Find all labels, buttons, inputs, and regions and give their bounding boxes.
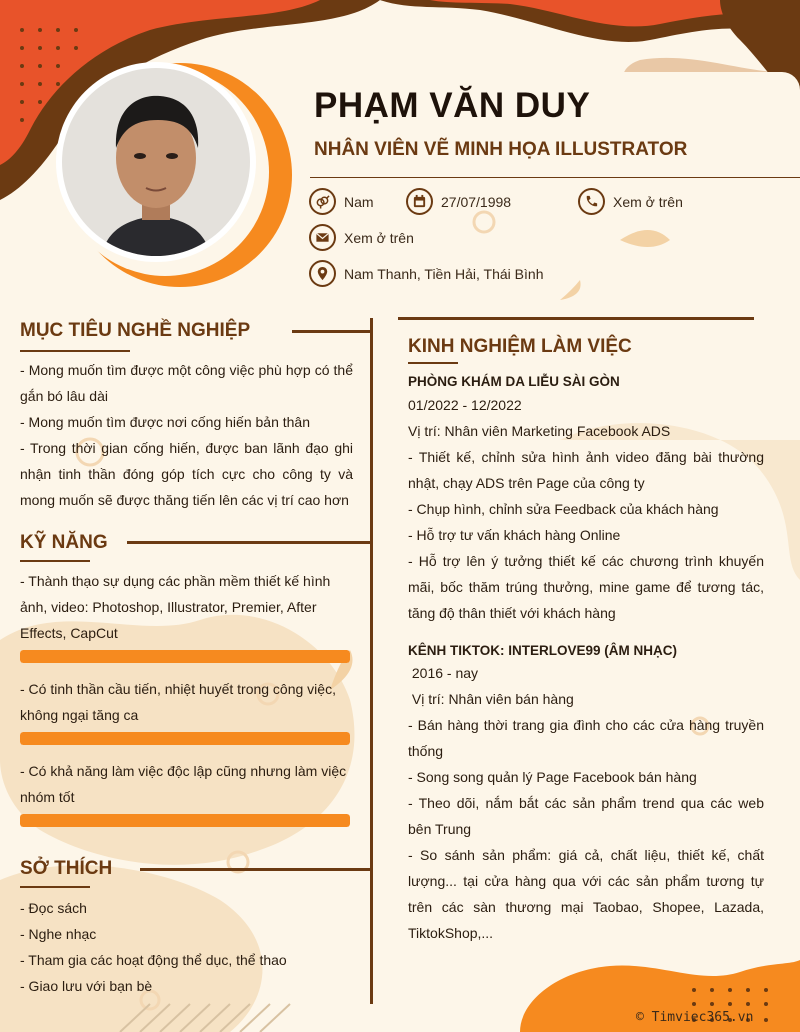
header-divider xyxy=(310,177,800,178)
email-value: Xem ở trên xyxy=(344,229,414,246)
hobby-item: - Tham gia các hoạt động thể dục, thể thao xyxy=(20,952,287,968)
gender-icon xyxy=(309,188,336,215)
hobbies-underline xyxy=(20,886,90,888)
skills-underline xyxy=(20,560,90,562)
watermark: © Timviec365.vn xyxy=(636,1010,754,1025)
company-name: PHÒNG KHÁM DA LIỄU SÀI GÒN xyxy=(408,374,620,389)
gender-value: Nam xyxy=(344,193,374,210)
info-gender xyxy=(309,188,374,215)
job-duty: - Bán hàng thời trang gia đình cho các cửa hàng truyền thống xyxy=(408,717,764,759)
phone-value: Xem ở trên xyxy=(613,193,683,210)
info-email xyxy=(309,224,414,251)
objective-rule xyxy=(292,330,372,333)
hobbies-title: SỞ THÍCH xyxy=(20,858,113,879)
job-duty: - Chụp hình, chỉnh sửa Feedback của khách hàng xyxy=(408,501,719,517)
profile-photo xyxy=(62,68,250,256)
job-details xyxy=(408,660,764,946)
hobby-item: - Đọc sách xyxy=(20,900,87,916)
experience-underline xyxy=(408,362,458,364)
job-period: 01/2022 - 12/2022 xyxy=(408,397,522,413)
hobby-item: - Nghe nhạc xyxy=(20,926,97,942)
job-duty: - Song song quản lý Page Facebook bán hàng xyxy=(408,769,697,785)
location-pin-icon xyxy=(309,260,336,287)
skill-item: - Có tinh thần cầu tiến, nhiệt huyết trong công việc, không ngại tăng ca xyxy=(20,681,336,723)
info-address xyxy=(309,260,543,287)
hobbies-list xyxy=(20,895,350,999)
skills-rule xyxy=(127,541,372,544)
objective-item: - Trong thời gian cống hiến, được ban lãnh đạo ghi nhận tinh thần đóng góp tích cực cho công ty và mong muốn sẽ được thăng tiến lên các vị trí cao hơn xyxy=(20,440,353,508)
objective-item: - Mong muốn tìm được nơi cống hiến bản thân xyxy=(20,414,311,430)
job-duty: - Theo dõi, nắm bắt các sản phẩm trend qua các web bên Trung xyxy=(408,795,764,837)
skill-bar xyxy=(20,650,350,663)
job-title: NHÂN VIÊN VẼ MINH HỌA ILLUSTRATOR xyxy=(314,139,688,160)
skill-item: - Thành thạo sự dụng các phần mềm thiết kế hình ảnh, video: Photoshop, Illustrator, Premier, After Effects, CapCut xyxy=(20,573,331,641)
job-duty: - Hỗ trợ lên ý tưởng thiết kế các chương trình khuyến mãi, bốc thăm trúng thưởng, mine game để tương tác, tăng độ thân thiết với khách hàng xyxy=(408,553,764,621)
objective-title: MỤC TIÊU NGHỀ NGHIỆP xyxy=(20,320,251,341)
hobby-item: - Giao lưu với bạn bè xyxy=(20,978,153,994)
skill-item: - Có khả năng làm việc độc lập cũng nhưng làm việc nhóm tốt xyxy=(20,763,347,805)
job-details xyxy=(408,392,764,626)
experience-title: KINH NGHIỆM LÀM VIỆC xyxy=(408,336,632,357)
job-position: Vị trí: Nhân viên Marketing Facebook ADS xyxy=(408,423,671,439)
objective-item: - Mong muốn tìm được một công việc phù hợp có thể gắn bó lâu dài xyxy=(20,362,353,404)
column-divider xyxy=(370,318,373,1004)
company-name: KÊNH TIKTOK: INTERLOVE99 (ÂM NHẠC) xyxy=(408,643,678,658)
calendar-icon xyxy=(406,188,433,215)
info-phone xyxy=(578,188,683,215)
objective-list xyxy=(20,357,353,513)
job-duty: - Hỗ trợ tư vấn khách hàng Online xyxy=(408,527,621,543)
birthdate-value: 27/07/1998 xyxy=(441,193,512,210)
job-duty: - Thiết kế, chỉnh sửa hình ảnh video đăng bài thường nhật, chạy ADS trên Page của công ty xyxy=(408,449,764,491)
objective-underline xyxy=(20,350,130,352)
phone-icon xyxy=(578,188,605,215)
hobbies-rule xyxy=(140,868,372,871)
skill-bar-fill xyxy=(20,814,350,827)
skill-bar xyxy=(20,814,350,827)
email-icon xyxy=(309,224,336,251)
job-period: 2016 - nay xyxy=(408,665,479,681)
skills-title: KỸ NĂNG xyxy=(20,532,108,553)
job-duty: - So sánh sản phẩm: giá cả, chất liệu, thiết kế, chất lượng... tại cửa hàng qua với các sản phẩm tương tự trên các sàn thương mại Taobao, Shopee, Lazada, TiktokShop,... xyxy=(408,847,764,941)
skill-bar-fill xyxy=(20,650,350,663)
profile-photo-frame xyxy=(56,62,256,262)
info-birthdate xyxy=(406,188,511,215)
job-position: Vị trí: Nhân viên bán hàng xyxy=(408,691,574,707)
skill-bar-fill xyxy=(20,732,350,745)
skill-bar xyxy=(20,732,350,745)
address-value: Nam Thanh, Tiền Hải, Thái Bình xyxy=(344,265,544,282)
experience-rule xyxy=(398,317,754,320)
candidate-name: PHẠM VĂN DUY xyxy=(314,86,591,125)
